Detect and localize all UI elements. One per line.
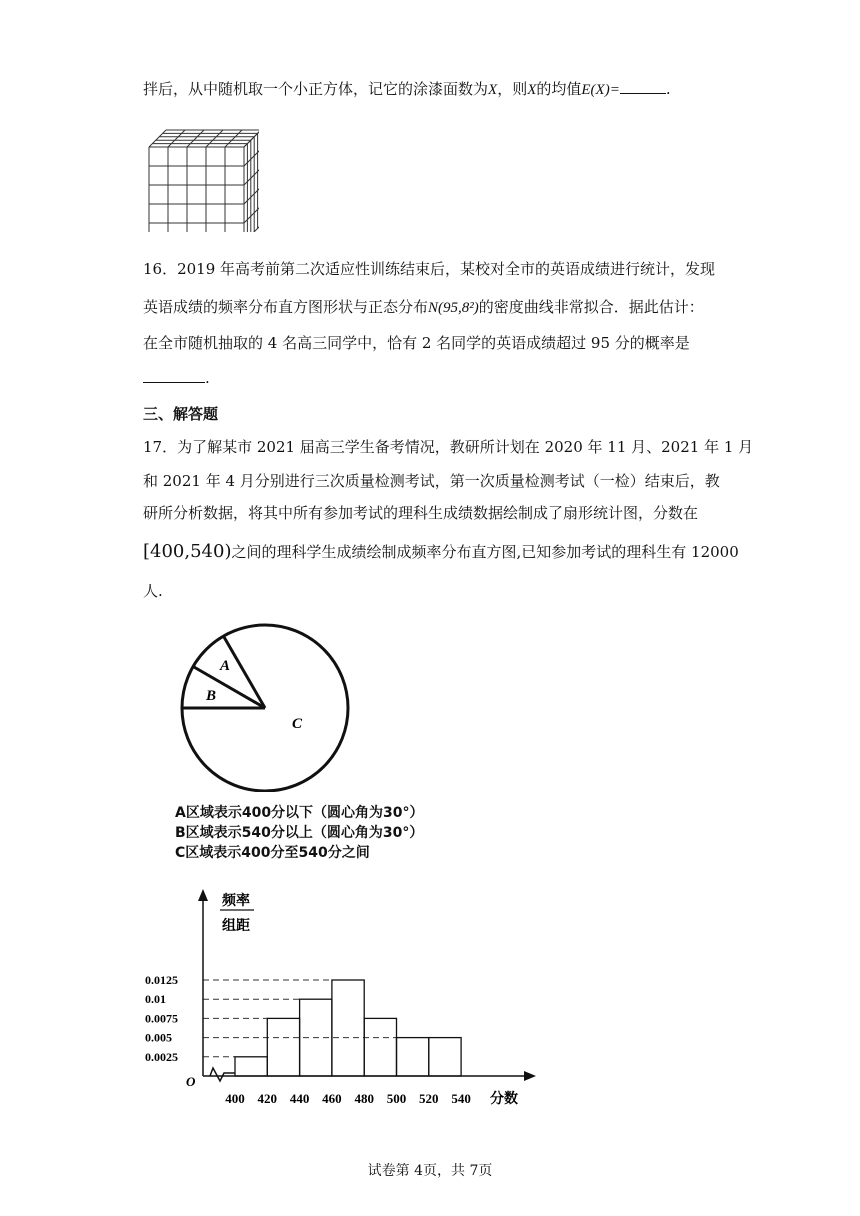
q15-answer-blank — [620, 79, 666, 94]
histogram-bar — [429, 1038, 461, 1076]
y-tick-label: 0.005 — [145, 1030, 172, 1045]
q17-interval: [400,540) — [143, 541, 232, 562]
pie-legend-b: B区域表示540分以上（圆心角为30°） — [175, 825, 424, 841]
q17-line4 — [143, 541, 739, 562]
q15-var-x2: X — [527, 82, 537, 98]
q16-end: . — [205, 369, 210, 387]
x-axis-label: 分数 — [490, 1092, 518, 1107]
q17-line4-text: 之间的理科学生成绩绘制成频率分布直方图,已知参加考试的理科生有 12000 — [231, 543, 739, 561]
y-tick-label: 0.0075 — [145, 1011, 178, 1026]
cube-side-line — [244, 225, 259, 232]
cube-top-line — [244, 130, 259, 147]
histogram-bar — [397, 1038, 429, 1076]
histogram-bar — [364, 1018, 396, 1076]
q16-line4 — [143, 368, 210, 387]
x-tick-label: 460 — [322, 1091, 342, 1106]
pie-legend-c: C区域表示400分至540分之间 — [175, 845, 370, 861]
axis-break-mark — [210, 1068, 235, 1081]
q15-expectation: E(X)= — [581, 82, 620, 98]
cube-side-line — [244, 187, 259, 204]
x-tick-label: 540 — [451, 1091, 471, 1106]
cube-top-line — [206, 130, 223, 147]
q16-line2-b: 的密度曲线非常拟合．据此估计： — [478, 298, 704, 316]
histogram-bar — [235, 1057, 267, 1076]
q17-line5: 人. — [143, 582, 163, 600]
q15-text-before: 拌后，从中随机取一个小正方体，记它的涂漆面数为 — [143, 80, 489, 98]
pie-legend — [175, 803, 424, 863]
cube-top-line — [149, 130, 166, 147]
pie-label-b: B — [206, 688, 217, 704]
q17-line3: 研所分析数据，将其中所有参加考试的理科生成绩数据绘制成了扇形统计图，分数在 — [143, 504, 699, 522]
q15-text-mid: ，则 — [497, 80, 528, 98]
y-tick-label: 0.0125 — [145, 973, 178, 987]
cube-top-line — [225, 130, 242, 147]
x-tick-label: 400 — [225, 1091, 245, 1106]
x-tick-label: 520 — [419, 1091, 439, 1106]
x-tick-label: 500 — [386, 1091, 407, 1106]
q15-end: . — [665, 80, 671, 98]
q16-line2-a: 英语成绩的频率分布直方图形状与正态分布 — [143, 298, 429, 316]
x-tick-label: 480 — [354, 1091, 374, 1106]
q16-line2 — [143, 296, 704, 317]
origin-label: O — [186, 1074, 196, 1089]
pie-chart — [178, 622, 358, 792]
pie-label-a: A — [220, 658, 231, 674]
histogram-bar — [332, 980, 364, 1076]
q15-line — [143, 78, 671, 99]
q16-line3: 在全市随机抽取的 4 名高三同学中，恰有 2 名同学的英语成绩超过 95 分的概率是 — [143, 334, 690, 352]
q15-var-x: X — [488, 82, 498, 98]
cube-side-line — [244, 168, 259, 185]
q15-text-after: 的均值 — [536, 80, 582, 98]
y-tick-label: 0.01 — [145, 992, 166, 1007]
cube-figure — [144, 120, 259, 232]
y-axis-label-top: 频率 — [222, 894, 250, 909]
q17-line1: 17．为了解某市 2021 届高三学生备考情况，教研所计划在 2020 年 11 月、2021 年 1 月 — [143, 438, 754, 456]
y-axis-arrow — [198, 889, 208, 901]
y-axis-label-bottom: 组距 — [222, 919, 250, 934]
histogram-bar — [267, 1018, 299, 1076]
section-title: 三、解答题 — [143, 405, 219, 423]
q16-answer-blank — [143, 368, 205, 383]
q16-line1: 16．2019 年高考前第二次适应性训练结束后，某校对全市的英语成绩进行统计，发现 — [143, 260, 716, 278]
cube-side-line — [244, 206, 259, 223]
cube-top-line — [187, 130, 204, 147]
page-footer: 试卷第 4页，共 7页 — [367, 1163, 493, 1179]
y-tick-label: 0.0025 — [145, 1049, 178, 1064]
x-tick-label: 420 — [257, 1091, 278, 1106]
x-axis-arrow — [524, 1071, 536, 1081]
pie-label-c: C — [292, 716, 303, 732]
x-tick-label: 440 — [289, 1091, 310, 1106]
pie-legend-a: A区域表示400分以下（圆心角为30°） — [175, 805, 424, 821]
q17-line2: 和 2021 年 4 月分别进行三次质量检测考试，第一次质量检测考试（一检）结束后，教 — [143, 472, 720, 490]
q16-normal-dist: N(95,8²) — [428, 300, 479, 316]
histogram-chart — [140, 885, 540, 1115]
cube-side-line — [244, 149, 259, 166]
cube-top-line — [168, 130, 185, 147]
